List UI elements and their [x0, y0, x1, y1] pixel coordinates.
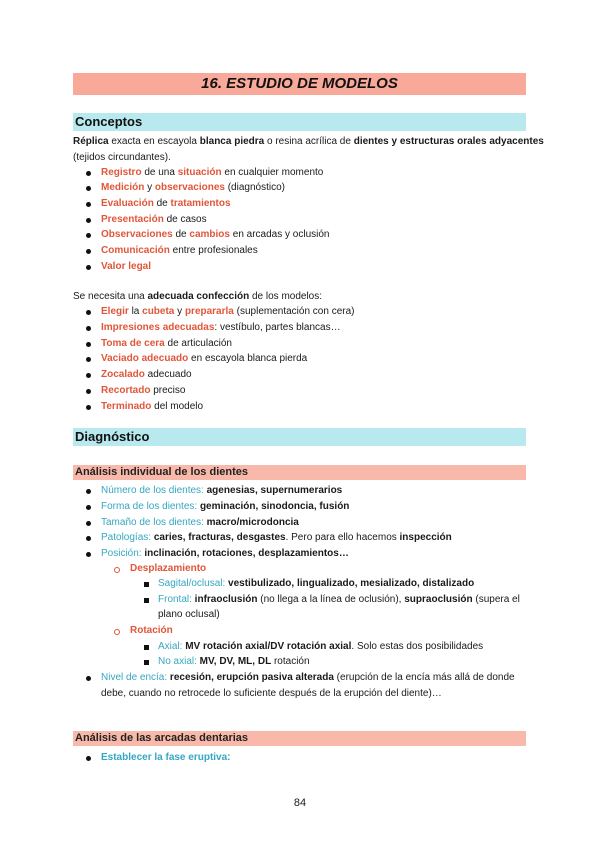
list-item: Terminado del modelo	[101, 401, 204, 412]
intro-line-1: Réplica exacta en escayola blanca piedra o resina acrílica de dientes y estructuras orales adyacentes	[73, 136, 544, 147]
subsection-heading-analisis-arcadas: Análisis de las arcadas dentarias	[73, 731, 526, 746]
section-heading-diagnostico: Diagnóstico	[73, 428, 526, 446]
list-item: Recortado preciso	[101, 385, 186, 396]
list-item: Axial: MV rotación axial/DV rotación axial. Solo estas dos posibilidades	[158, 641, 484, 652]
bullet-icon	[86, 326, 91, 331]
list-item: Impresiones adecuadas: vestíbulo, partes blancas…	[101, 322, 341, 333]
list-item: Sagital/oclusal: vestibulizado, lingualizado, mesializado, distalizado	[158, 578, 475, 589]
list-item: Número de los dientes: agenesias, supernumerarios	[101, 485, 343, 496]
square-bullet-icon	[144, 598, 149, 603]
list-item: Toma de cera de articulación	[101, 338, 232, 349]
list-item: Establecer la fase eruptiva:	[101, 752, 231, 763]
list-item-continuation: plano oclusal)	[158, 609, 220, 620]
bullet-icon	[86, 536, 91, 541]
bullet-icon	[86, 357, 91, 362]
list-item: Tamaño de los dientes: macro/microdoncia	[101, 517, 299, 528]
bullet-icon	[86, 233, 91, 238]
subsection-heading-analisis-individual: Análisis individual de los dientes	[73, 465, 526, 480]
bullet-icon	[86, 202, 91, 207]
section-heading-conceptos: Conceptos	[73, 113, 526, 131]
bullet-icon	[86, 552, 91, 557]
intro-line-2: (tejidos circundantes).	[73, 152, 171, 163]
square-bullet-icon	[144, 660, 149, 665]
list-item: Forma de los dientes: geminación, sinodoncia, fusión	[101, 501, 350, 512]
circle-bullet-icon	[114, 567, 120, 573]
list-item: Valor legal	[101, 261, 152, 272]
bullet-icon	[86, 389, 91, 394]
paragraph: Se necesita una adecuada confección de los modelos:	[73, 291, 323, 302]
list-item: Patologías: caries, fracturas, desgastes. Pero para ello hacemos inspección	[101, 532, 452, 543]
bullet-icon	[86, 249, 91, 254]
bullet-icon	[86, 373, 91, 378]
page-title: 16. ESTUDIO DE MODELOS	[73, 73, 526, 95]
list-item: Medición y observaciones (diagnóstico)	[101, 182, 285, 193]
bullet-icon	[86, 756, 91, 761]
bullet-icon	[86, 521, 91, 526]
list-item: Comunicación entre profesionales	[101, 245, 258, 256]
sub-item-title: Rotación	[130, 625, 173, 636]
list-item: Posición: inclinación, rotaciones, desplazamientos…	[101, 548, 349, 559]
list-item: Vaciado adecuado en escayola blanca pierda	[101, 353, 308, 364]
bullet-icon	[86, 310, 91, 315]
list-item: Frontal: infraoclusión (no llega a la línea de oclusión), supraoclusión (supera el	[158, 594, 520, 605]
list-item: Nivel de encía: recesión, erupción pasiva alterada (erupción de la encía más allá de donde	[101, 672, 515, 683]
list-item: Zocalado adecuado	[101, 369, 192, 380]
list-item: Presentación de casos	[101, 214, 207, 225]
bullet-icon	[86, 676, 91, 681]
bullet-icon	[86, 489, 91, 494]
list-item: Elegir la cubeta y prepararla (suplementación con cera)	[101, 306, 355, 317]
page-number: 84	[293, 797, 307, 809]
bullet-icon	[86, 265, 91, 270]
circle-bullet-icon	[114, 629, 120, 635]
square-bullet-icon	[144, 645, 149, 650]
bullet-icon	[86, 186, 91, 191]
bullet-icon	[86, 171, 91, 176]
list-item-continuation: debe, cuando no retrocede lo suficiente después de la erupción del diente)…	[101, 688, 442, 699]
bullet-icon	[86, 218, 91, 223]
bullet-icon	[86, 342, 91, 347]
bullet-icon	[86, 505, 91, 510]
list-item: Observaciones de cambios en arcadas y oclusión	[101, 229, 330, 240]
list-item: Registro de una situación en cualquier momento	[101, 167, 324, 178]
list-item: No axial: MV, DV, ML, DL rotación	[158, 656, 310, 667]
sub-item-title: Desplazamiento	[130, 563, 207, 574]
square-bullet-icon	[144, 582, 149, 587]
bullet-icon	[86, 405, 91, 410]
list-item: Evaluación de tratamientos	[101, 198, 231, 209]
